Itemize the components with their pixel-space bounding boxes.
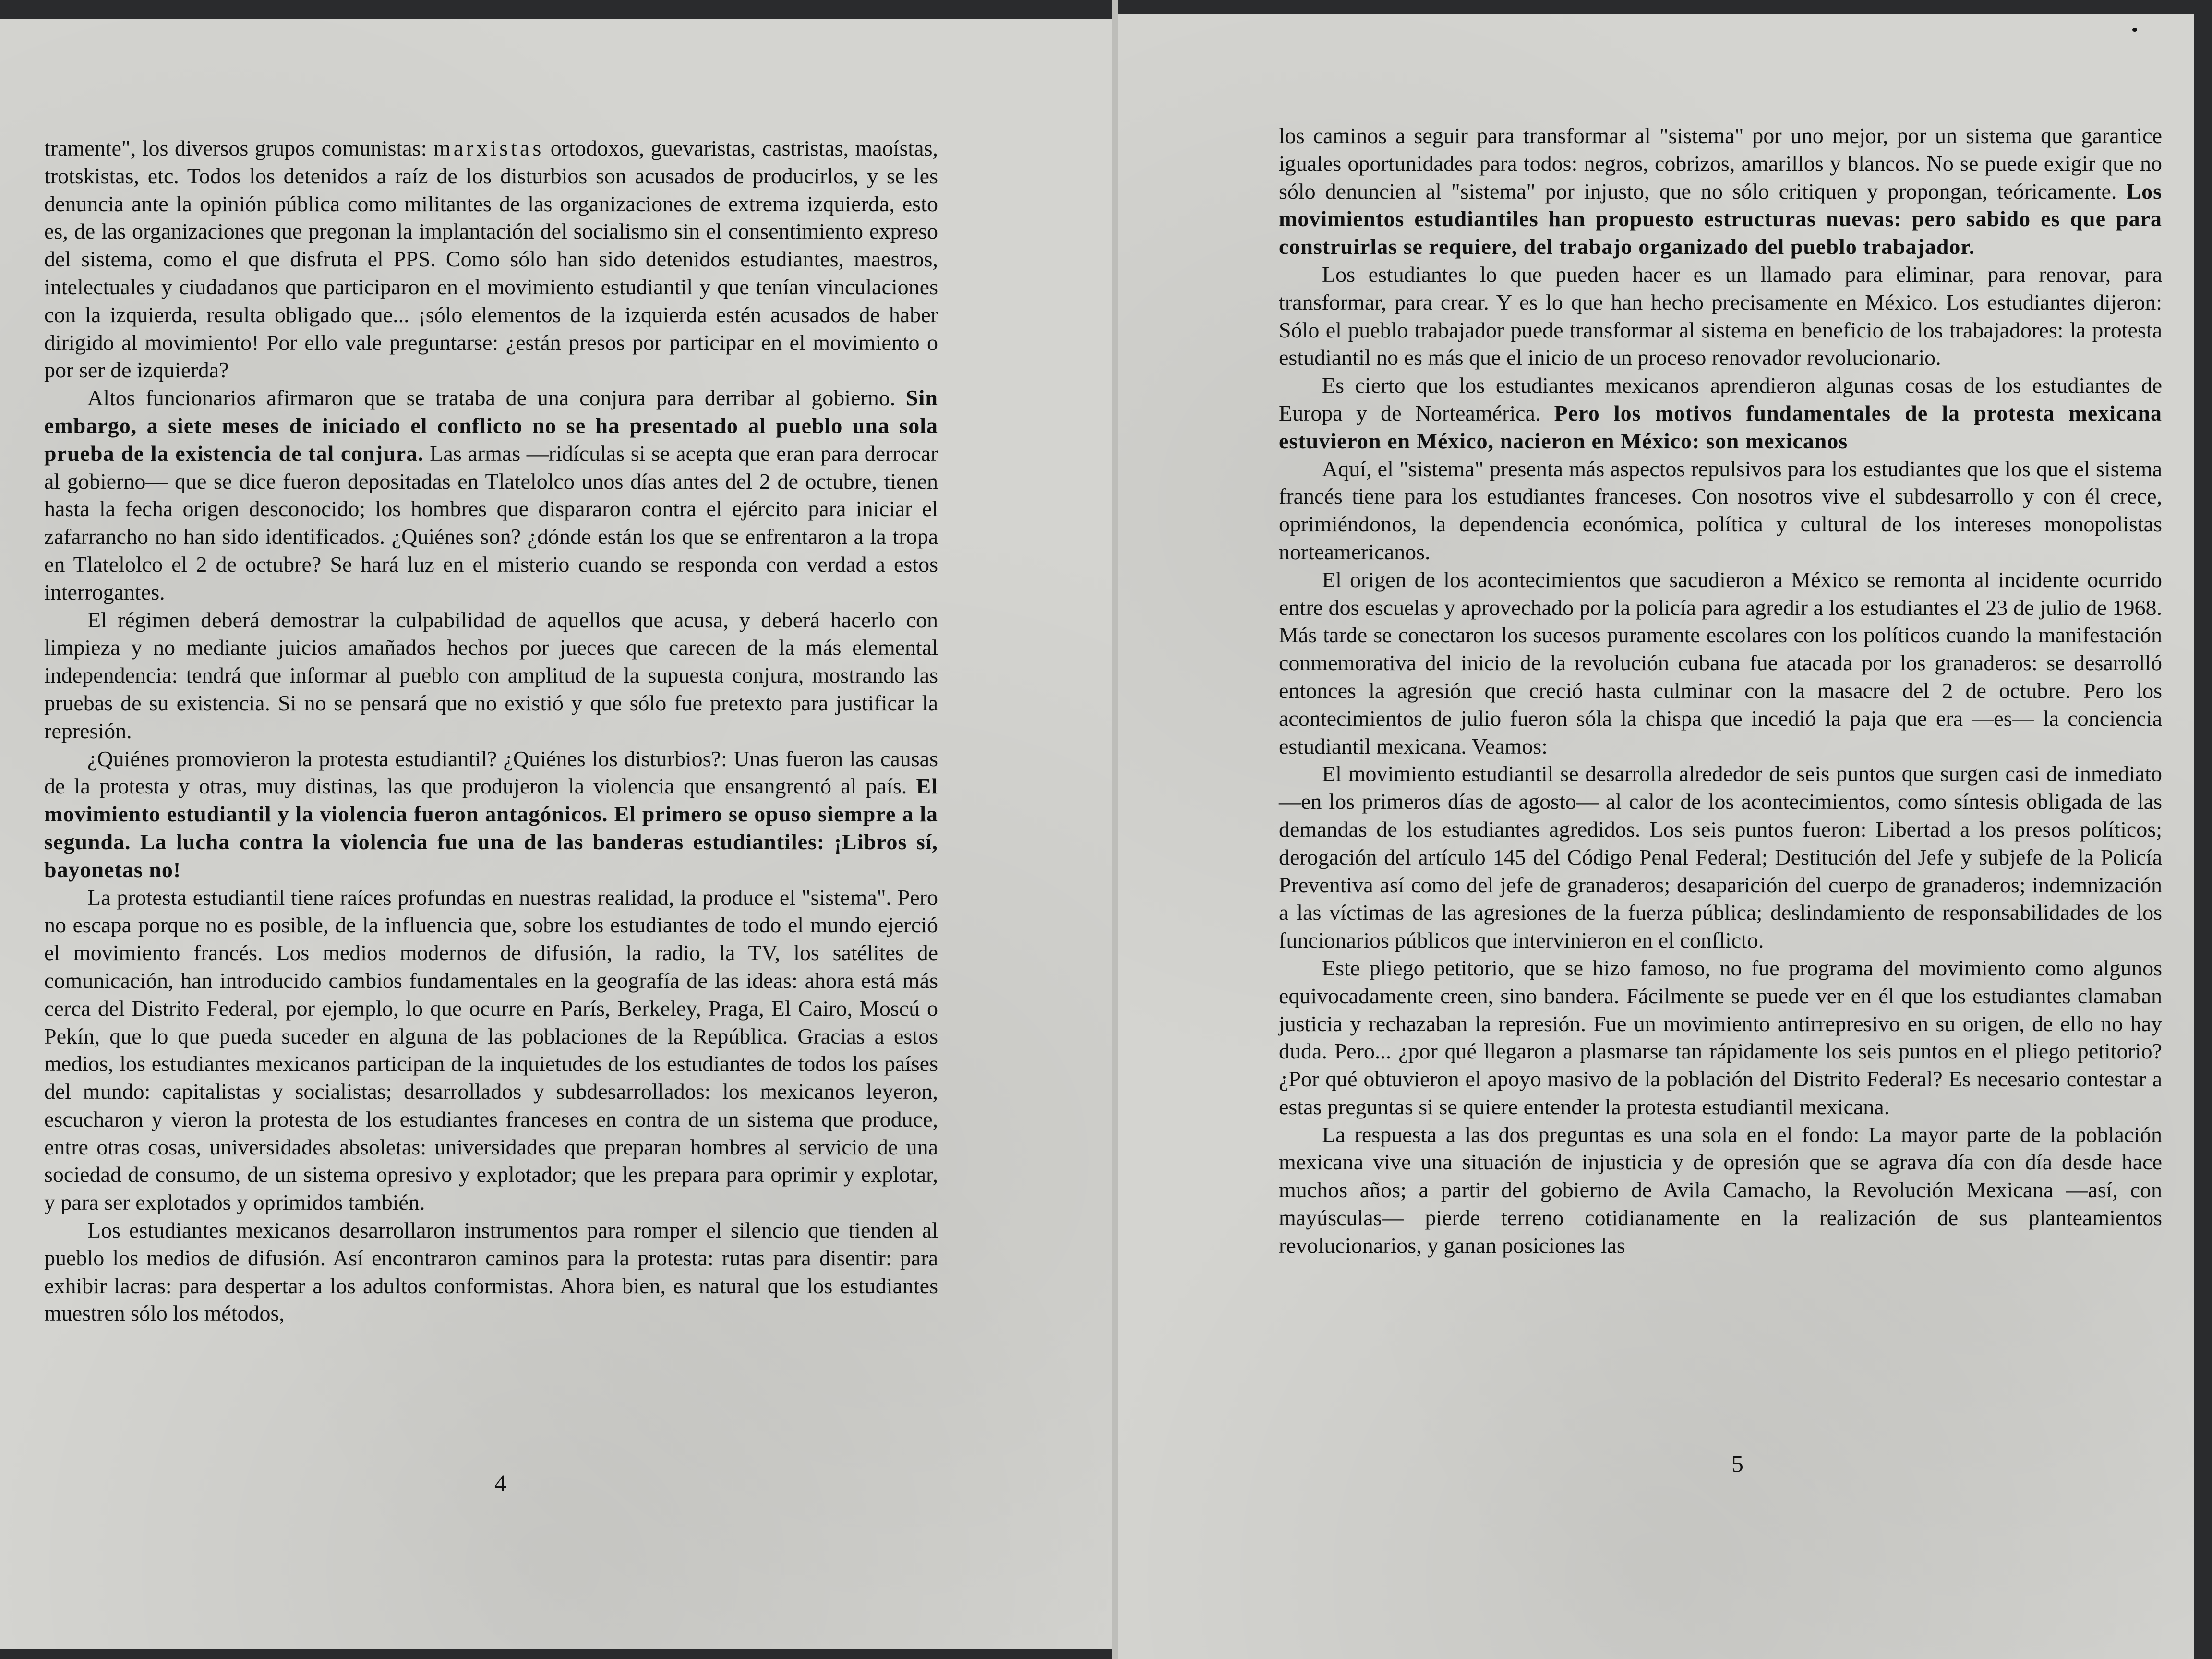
paragraph — [1279, 954, 2162, 1121]
text-run: La protesta estudiantil tiene raíces profundas en nuestras realidad, la produce el "sistema". Pero no escapa porque no es posible, de la influencia que, sobre los estudiantes de todo el mundo ejerció el movimiento francés. Los medios modernos de difusión, la radio, la TV, los satélites de comunicación, han introducido cambios fundamentales en la geografía de las ideas: ahora está más cerca del Distrito Federal, por ejemplo, lo que ocurre en París, Berkeley, Praga, El Cairo, Moscú o Pekín, que lo que pueda suceder en alguna de las poblaciones de la República. Gracias a estos medios, los estudiantes mexicanos participan de la inquietudes de los estudiantes de todos los países del mundo: capitalistas y socialistas; desarrollados y subdesarrollados: los mexicanos leyeron, escucharon y vieron la protesta de los estudiantes franceses en contra de un sistema que produce, entre otras cosas, universidades absoletas: universidades que preparan hombres al servicio de una sociedad de consumo, de un sistema opresivo y explotador; que les prepara para oprimir y explotar, y para ser explotados y oprimidos también. — [44, 885, 938, 1215]
text-run: marxistas — [433, 136, 544, 160]
paragraph — [44, 745, 938, 884]
text-run: ¿Quiénes promovieron la protesta estudiantil? ¿Quiénes los disturbios?: Unas fueron las causas de la protesta y otras, muy distinas, las que produjeron la violencia que ensangrentó al país. — [44, 746, 938, 799]
right-page-text — [1279, 122, 2162, 1260]
text-run: Las armas —ridículas si se acepta que eran para derrocar al gobierno— que se dice fueron depositadas en Tlatelolco unos días antes del 2 de octubre, tienen hasta la fecha origen desconocido; los hombres que dispararon contra el ejército para iniciar el zafarrancho no han sido identificados. ¿Quiénes son? ¿dónde están los que se enfrentaron a la tropa en Tlatelolco el 2 de octubre? Se hará luz en el misterio cuando se responda con verdad a estos interrogantes. — [44, 441, 938, 604]
text-run: tramente", los diversos grupos comunistas: — [44, 136, 433, 160]
paragraph — [1279, 261, 2162, 372]
text-run: Los estudiantes lo que pueden hacer es un llamado para eliminar, para renovar, para transformar, para crear. Y es lo que han hecho precisamente en México. Los estudiantes dijeron: Sólo el pueblo trabajador puede transformar al sistema en beneficio de los trabajadores: la protesta estudiantil no es más que el inicio de un proceso renovador revolucionario. — [1279, 262, 2162, 370]
text-run: Los estudiantes mexicanos desarrollaron instrumentos para romper el silencio que tienden al pueblo los medios de difusión. Así encontraron caminos para la protesta: rutas para disentir: para exhibir lacras: para despertar a los adultos conformistas. Ahora bien, es natural que los estudiantes muestren sólo los métodos, — [44, 1218, 938, 1326]
text-run: El régimen deberá demostrar la culpabilidad de aquellos que acusa, y deberá hacerlo con limpieza y no mediante juicios amañados hechos por jueces que carecen de la más elemental independencia: tendrá que informar al pueblo con amplitud de la supuesta conjura, mostrando las pruebas de su existencia. Si no se pensará que no existió y que sólo fue pretexto para justificar la represión. — [44, 607, 938, 743]
ink-speck — [2132, 28, 2137, 32]
paragraph — [1279, 566, 2162, 760]
paragraph — [1279, 455, 2162, 566]
paragraph — [1279, 1121, 2162, 1260]
text-run: Este pliego petitorio, que se hizo famoso, no fue programa del movimiento como algunos equivocadamente creen, sino bandera. Fácilmente se puede ver en él que los estudiantes clamaban justicia y rechazaban la represión. Fue un movimiento antirrepresivo en su origen, de ello no hay duda. Pero... ¿por qué llegaron a plasmarse tan rápidamente los seis puntos en el pliego petitorio? ¿Por qué obtuvieron el apoyo masivo de la población del Distrito Federal? Es necesario contestar a estas preguntas si se quiere entender la protesta estudiantil mexicana. — [1279, 955, 2162, 1119]
paragraph — [1279, 122, 2162, 261]
paragraph — [1279, 372, 2162, 455]
page-gutter — [1112, 0, 1118, 1659]
text-run: Altos funcionarios afirmaron que se trataba de una conjura para derribar al gobierno. — [87, 385, 906, 410]
paragraph — [44, 884, 938, 1217]
right-page-number: 5 — [1731, 1450, 1743, 1477]
left-page-text — [44, 134, 938, 1327]
text-run: Aquí, el "sistema" presenta más aspectos repulsivos para los estudiantes que los que el sistema francés tiene para los estudiantes franceses. Con nosotros vive el subdesarrollo y con él crece, oprimiéndonos, la dependencia económica, política y cultural de los intereses monopolistas norteamericanos. — [1279, 456, 2162, 564]
bold-text: Los movimientos estudiantiles han propuesto estructuras nuevas: pero sabido es que para construirlas se requiere, del trabajo organizado del pueblo trabajador. — [1279, 179, 2162, 259]
bold-text: Pero los motivos fundamentales de la protesta mexicana estuvieron en México, nacieron en México: son mexicanos — [1279, 400, 2162, 453]
paragraph — [1279, 760, 2162, 954]
text-run: La respuesta a las dos preguntas es una sola en el fondo: La mayor parte de la población mexicana vive una situación de injusticia y de opresión que se agrava día con día desde hace muchos años; a partir del gobierno de Avila Camacho, la Revolución Mexicana —así, con mayúsculas— pierde terreno cotidianamente en la realización de sus planteamientos revolucionarios, y ganan posiciones las — [1279, 1122, 2162, 1258]
text-run: El origen de los acontecimientos que sacudieron a México se remonta al incidente ocurrido entre dos escuelas y aprovechado por la policía para agredir a los estudiantes el 23 de julio de 1968. Más tarde se conectaron los sucesos puramente escolares con los políticos cuando la manifestación conmemorativa del inicio de la revolución cubana fue atacada por los granaderos: se desarrolló entonces la agresión que creció hasta culminar con la masacre del 2 de octubre. Pero los acontecimientos de julio fueron sóla la chispa que incedió la paja que era —es— la conciencia estudiantil mexicana. Veamos: — [1279, 567, 2162, 758]
paragraph — [44, 1216, 938, 1327]
paragraph — [44, 384, 938, 606]
paragraph — [44, 606, 938, 745]
bold-text: El movimiento estudiantil y la violencia fueron antagónicos. El primero se opuso siempre a la segunda. La lucha contra la violencia fue una de las banderas estudiantiles: ¡Libros sí, bayonetas no! — [44, 774, 938, 882]
right-page — [1118, 14, 2194, 1659]
text-run: los caminos a seguir para transformar al "sistema" por uno mejor, por un sistema que garantice iguales oportunidades para todos: negros, cobrizos, amarillos y blancos. No se puede exigir que no sólo denuncien al "sistema" por injusto, que no sólo critiquen y propongan, teóricamente. — [1279, 123, 2162, 204]
text-run: ortodoxos, guevaristas, castristas, maoístas, trotskistas, etc. Todos los detenidos a raíz de los disturbios son acusados de producirlos, y se les denuncia ante la opinión pública como militantes de las organizaciones de extrema izquierda, esto es, de las organizaciones que pregonan la implantación del socialismo sin el consentimiento expreso del sistema, como el que disfruta el PPS. Como sólo han sido detenidos estudiantes, maestros, intelectuales y ciudadanos que participaron en el movimiento estudiantil y que tenían vinculaciones con la izquierda, resulta obligado que... ¡sólo elementos de la izquierda estén acusados de haber dirigido al movimiento! Por ello vale preguntarse: ¿están presos por participar en el movimiento o por ser de izquierda? — [44, 136, 938, 383]
text-run: El movimiento estudiantil se desarrolla alrededor de seis puntos que surgen casi de inmediato —en los primeros días de agosto— al calor de los acontecimientos, como síntesis obligada de las demandas de los estudiantes agredidos. Los seis puntos fueron: Libertad a los presos políticos; derogación del artículo 145 del Código Penal Federal; Destitución del Jefe y subjefe de la Policía Preventiva así como del jefe de granaderos; desaparición del cuerpo de granaderos; indemnización a las víctimas de las agresiones de la fuerza pública; deslindamiento de responsabilidades de los funcionarios públicos que intervinieron en el conflicto. — [1279, 761, 2162, 953]
left-page-number: 4 — [494, 1469, 506, 1496]
text-run: Es cierto que los estudiantes mexicanos aprendieron algunas cosas de los estudiantes de Europa y de Norteamérica. — [1279, 373, 2162, 425]
left-page — [0, 19, 1112, 1649]
paragraph — [44, 134, 938, 384]
bold-text: Sin embargo, a siete meses de iniciado el conflicto no se ha presentado al pueblo una sola prueba de la existencia de tal conjura. — [44, 385, 938, 466]
